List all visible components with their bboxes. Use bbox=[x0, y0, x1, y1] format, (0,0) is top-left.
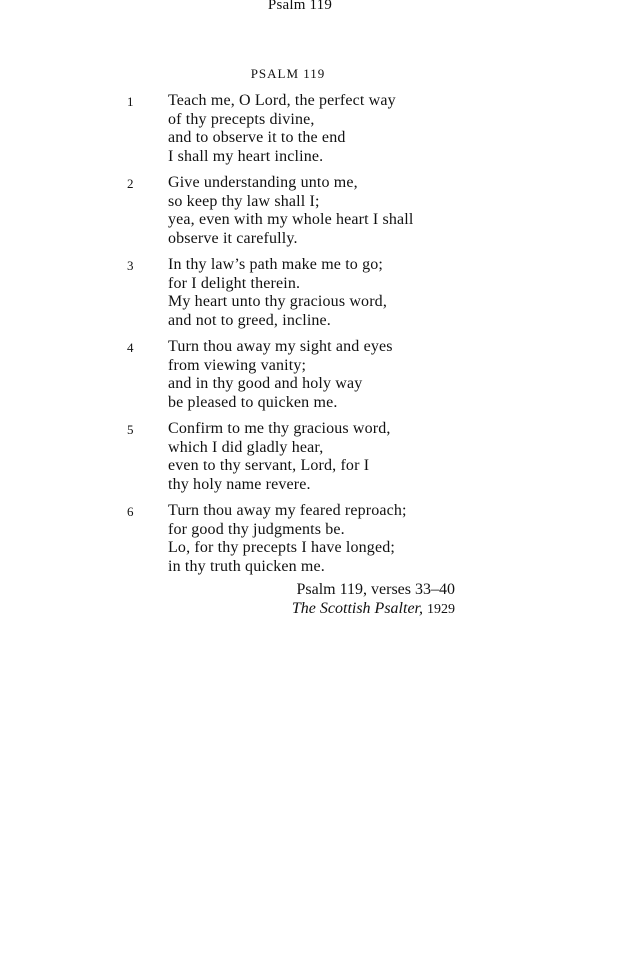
verse-line: even to thy servant, Lord, for I bbox=[168, 457, 370, 475]
verse-line: Teach me, O Lord, the perfect way bbox=[168, 92, 396, 109]
verse-line: be pleased to quicken me. bbox=[168, 394, 338, 412]
stanza bbox=[0, 338, 640, 420]
stanza bbox=[0, 256, 640, 338]
stanza-number: 1 bbox=[127, 94, 134, 109]
stanza-number: 2 bbox=[127, 176, 134, 191]
verse-line: in thy truth quicken me. bbox=[168, 558, 325, 576]
verse-line: Turn thou away my sight and eyes bbox=[168, 338, 393, 355]
verse-line: which I did gladly hear, bbox=[168, 438, 324, 456]
source-citation bbox=[292, 599, 455, 619]
stanza-number: 4 bbox=[127, 340, 134, 355]
verse-line: for I delight therein. bbox=[168, 274, 301, 292]
verse-line: and not to greed, incline. bbox=[168, 312, 331, 330]
stanza-lines bbox=[168, 174, 413, 249]
stanza bbox=[0, 92, 640, 174]
source-title: The Scottish Psalter, bbox=[291, 600, 423, 617]
stanza-lines bbox=[168, 420, 391, 495]
stanza-list bbox=[0, 92, 640, 584]
verse-line: for good thy judgments be. bbox=[168, 520, 345, 538]
verse-line: so keep thy law shall I; bbox=[168, 192, 320, 210]
stanza-lines bbox=[168, 256, 387, 331]
verse-line: Turn thou away my feared reproach; bbox=[168, 502, 407, 519]
verse-line: thy holy name revere. bbox=[168, 476, 311, 494]
verse-line: Confirm to me thy gracious word, bbox=[168, 420, 391, 437]
stanza bbox=[0, 174, 640, 256]
verse-line: My heart unto thy gracious word, bbox=[168, 293, 387, 311]
verse-line: and to observe it to the end bbox=[168, 129, 346, 147]
verse-line: Give understanding unto me, bbox=[168, 174, 358, 191]
stanza-number: 5 bbox=[127, 422, 134, 437]
stanza bbox=[0, 420, 640, 502]
stanza bbox=[0, 502, 640, 584]
verse-line: Lo, for thy precepts I have longed; bbox=[168, 539, 395, 557]
source-year: 1929 bbox=[427, 602, 455, 617]
stanza-number: 6 bbox=[127, 504, 134, 519]
verse-line: and in thy good and holy way bbox=[168, 375, 363, 393]
verse-line: I shall my heart incline. bbox=[168, 148, 324, 166]
verse-line: yea, even with my whole heart I shall bbox=[168, 211, 414, 229]
psalm-title: PSALM 119 bbox=[250, 66, 326, 81]
verse-line: of thy precepts divine, bbox=[168, 110, 315, 128]
verse-line: from viewing vanity; bbox=[168, 356, 307, 374]
stanza-lines bbox=[168, 92, 396, 167]
verse-line: In thy law’s path make me to go; bbox=[168, 256, 383, 273]
scripture-reference: Psalm 119, verses 33–40 bbox=[296, 581, 455, 598]
stanza-lines bbox=[168, 338, 393, 413]
verse-line: observe it carefully. bbox=[168, 230, 298, 248]
attribution bbox=[292, 580, 455, 619]
stanza-lines bbox=[168, 502, 407, 577]
running-head: Psalm 119 bbox=[267, 0, 333, 13]
stanza-number: 3 bbox=[127, 258, 134, 273]
